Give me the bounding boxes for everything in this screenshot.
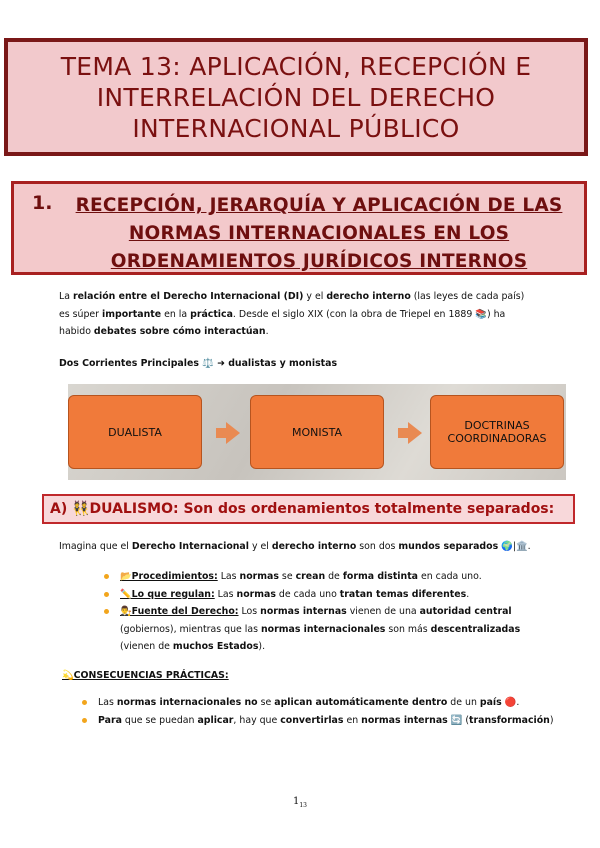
list-item xyxy=(76,694,566,712)
bold-text: mundos separados xyxy=(398,541,499,552)
title-line: INTERRELACIÓN DEL DERECHO xyxy=(96,82,496,112)
section-title-line: NORMAS INTERNACIONALES EN LOS xyxy=(128,223,510,244)
bold-text: transformación xyxy=(469,714,550,726)
text: de un xyxy=(447,697,480,708)
currents-diagram xyxy=(68,384,566,480)
diagram-node-monista: MONISTA xyxy=(250,395,384,469)
section-number: 1. xyxy=(32,192,53,214)
point-label: 👨‍⚖️Fuente del Derecho: xyxy=(120,606,239,617)
text: Las xyxy=(98,697,117,708)
intro-paragraph xyxy=(59,288,537,341)
bold-text: normas internas xyxy=(361,714,448,726)
point-label: 📂Procedimientos: xyxy=(120,571,218,582)
text: y el xyxy=(248,541,272,552)
document-title xyxy=(61,51,532,144)
bold-text: crean xyxy=(295,571,326,582)
text: se xyxy=(278,571,296,582)
bold-text: debates sobre cómo interactúan xyxy=(93,326,266,337)
bold-text: forma distinta xyxy=(342,571,418,582)
text: en xyxy=(343,714,362,726)
bold-text: descentralizadas xyxy=(430,623,521,635)
text: . xyxy=(466,588,470,600)
text: Imagina que el xyxy=(59,541,132,552)
section-title-line: RECEPCIÓN, JERARQUÍA Y APLICACIÓN DE LAS xyxy=(75,195,563,216)
bullet-icon xyxy=(82,700,87,705)
text: ). xyxy=(258,641,266,652)
text: ) xyxy=(549,714,554,726)
text: 🔴. xyxy=(501,697,520,708)
bold-text: relación entre el Derecho Internacional (DI) xyxy=(72,291,304,302)
bold-text: normas internacionales no xyxy=(116,697,258,708)
text: Las xyxy=(214,588,237,600)
bold-text: Derecho Internacional xyxy=(131,541,249,552)
dualism-heading-box xyxy=(42,494,575,524)
section-title-line: ORDENAMIENTOS JURÍDICOS INTERNOS xyxy=(110,251,528,272)
bullet-icon xyxy=(104,609,109,614)
bold-text: aplican automáticamente dentro xyxy=(274,697,448,708)
bold-text: convertirlas xyxy=(280,714,344,726)
title-line: INTERNACIONAL PÚBLICO xyxy=(132,113,460,143)
dualism-heading: A) 👯DUALISMO: Son dos ordenamientos totalmente separados: xyxy=(50,501,555,517)
text: (las leyes de cada país) es súper xyxy=(59,291,525,320)
list-item xyxy=(98,586,558,604)
bold-text: aplicar xyxy=(197,714,234,726)
text: de cada uno xyxy=(275,588,340,600)
text: Las xyxy=(217,571,240,582)
text: 🌍|🏛️. xyxy=(498,541,531,552)
text: Los xyxy=(238,606,261,617)
list-item xyxy=(98,568,558,586)
bold-text: importante xyxy=(102,308,162,320)
text: y el xyxy=(303,291,327,302)
bold-text: normas internacionales xyxy=(260,623,386,635)
list-item xyxy=(98,603,558,656)
section-heading-box xyxy=(11,181,587,275)
bold-text: muchos Estados xyxy=(172,641,259,652)
bold-text: normas internas xyxy=(260,606,347,617)
bold-text: derecho interno xyxy=(271,541,357,552)
text: La xyxy=(59,291,73,302)
text: (gobiernos), mientras que las xyxy=(120,623,261,635)
section-title xyxy=(66,192,572,276)
bold-text: tratan temas diferentes xyxy=(339,588,467,600)
currents-line: Dos Corrientes Principales ⚖️ ➜ dualistas y monistas xyxy=(59,358,338,369)
bold-text: normas xyxy=(236,588,276,600)
text: 🔄 ( xyxy=(447,714,470,726)
bullet-icon xyxy=(82,718,87,723)
title-box xyxy=(4,38,588,156)
bold-text: normas xyxy=(239,571,279,582)
arrow-icon xyxy=(408,422,422,444)
text: en cada uno. xyxy=(418,571,482,582)
list-item xyxy=(76,712,566,730)
text: de xyxy=(325,571,343,582)
arrow-icon xyxy=(226,422,240,444)
bold-text: Para xyxy=(98,714,122,726)
bold-text: país xyxy=(479,697,502,708)
consequences-heading: 💫CONSECUENCIAS PRÁCTICAS: xyxy=(62,670,229,681)
text: vienen de una xyxy=(346,606,420,617)
imagine-paragraph xyxy=(59,538,559,556)
text: son dos xyxy=(356,541,399,552)
point-label: ✏️Lo que regulan: xyxy=(120,588,215,600)
page-number-sub: 13 xyxy=(299,802,307,809)
text: que se puedan xyxy=(121,714,198,726)
text: son más xyxy=(385,623,431,635)
text: . Desde el siglo XIX (con la obra de Triepel en 1889 📚) ha habido xyxy=(59,308,506,337)
text: , hay que xyxy=(233,714,281,726)
dualism-points-list xyxy=(98,568,558,656)
bold-text: autoridad central xyxy=(419,606,512,617)
consequences-list xyxy=(76,694,566,729)
page-number xyxy=(0,796,600,809)
bullet-icon xyxy=(104,574,109,579)
bullet-icon xyxy=(104,592,109,597)
text: (vienen de xyxy=(120,641,173,652)
diagram-node-dualista: DUALISTA xyxy=(68,395,202,469)
bold-text: derecho interno xyxy=(326,291,411,302)
text: en la xyxy=(161,308,191,320)
text: . xyxy=(265,326,269,337)
title-line: TEMA 13: APLICACIÓN, RECEPCIÓN E xyxy=(60,51,532,81)
text: se xyxy=(257,697,275,708)
page-number-main: 1 xyxy=(292,796,300,807)
bold-text: práctica xyxy=(190,308,233,320)
diagram-node-doctrinas: DOCTRINAS COORDINADORAS xyxy=(430,395,564,469)
